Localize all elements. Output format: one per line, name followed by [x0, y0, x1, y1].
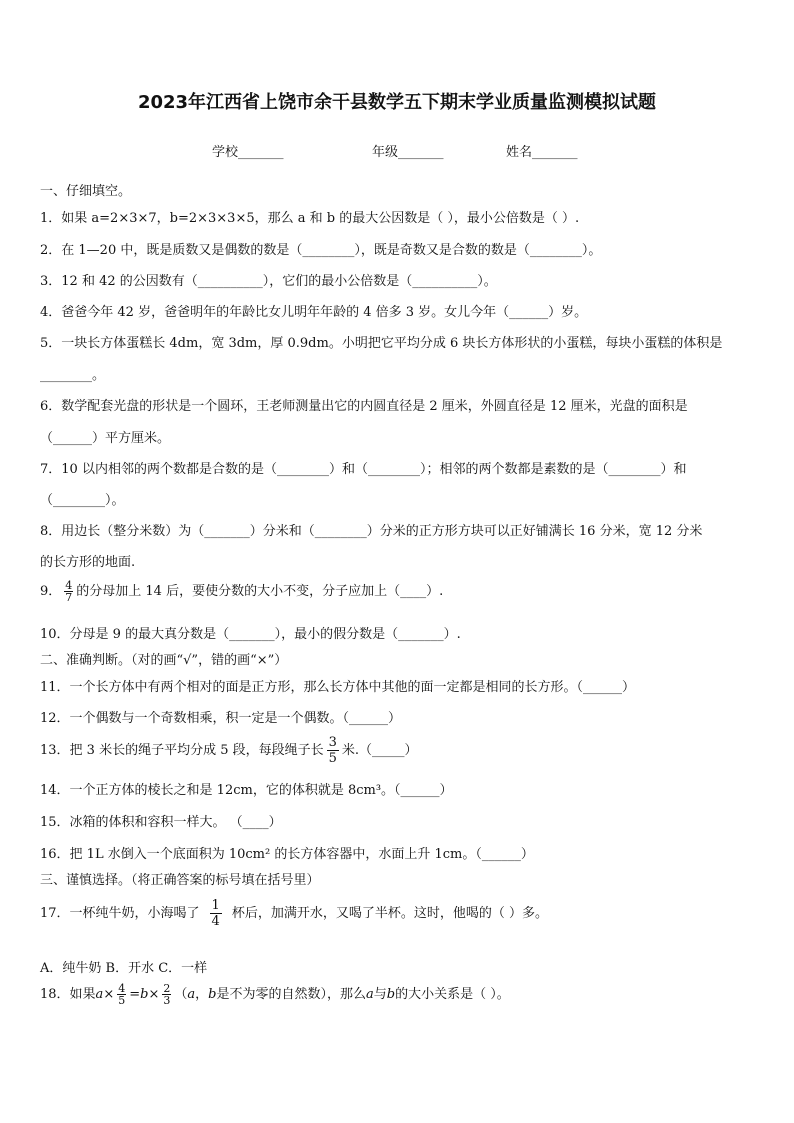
question-18: 18．如果a× $\frac{4}{5}$ =b× $\frac{2}{3}$ （a，b是不为零的自然数），那么a与b的大小关系是（ ）。 — [40, 982, 510, 1007]
question-4: 4．爸爸今年 42 岁，爸爸明年的年龄比女儿明年年龄的 4 倍多 3 岁。女儿今年（______）岁。 — [40, 305, 588, 320]
question-2: 2．在 1—20 中，既是质数又是偶数的数是（________），既是奇数又是合数的数是（________）。 — [40, 243, 602, 258]
fraction-4-5: $\frac{4}{5}$ — [118, 982, 126, 1007]
question-15: 15．冰箱的体积和容积一样大。 （____） — [40, 815, 282, 830]
fraction-1-4: $\frac{1}{4}$ — [211, 898, 220, 929]
section-heading-3: 三、谨慎选择。（将正确答案的标号填在括号里） — [40, 873, 320, 888]
question-5-cont: ________。 — [40, 368, 106, 383]
question-3: 3．12 和 42 的公因数有（__________），它们的最小公倍数是（__________）。 — [40, 274, 497, 289]
question-5: 5．一块长方体蛋糕长 4dm，宽 3dm，厚 0.9dm。小明把它平均分成 6 块长方体形状的小蛋糕，每块小蛋糕的体积是 — [40, 336, 723, 351]
page-title: 2023年江西省上饶市余干县数学五下期末学业质量监测模拟试题 — [137, 92, 657, 113]
question-11: 11．一个长方体中有两个相对的面是正方形，那么长方体中其他的面一定都是相同的长方形。（______） — [40, 680, 636, 695]
question-16: 16．把 1L 水倒入一个底面积为 10cm² 的长方体容器中，水面上升 1cm。（______） — [40, 847, 534, 862]
question-6-cont: （______）平方厘米。 — [40, 431, 171, 446]
question-6: 6．数学配套光盘的形状是一个圆环，王老师测量出它的内圆直径是 2 厘米，外圆直径是 12 厘米，光盘的面积是 — [40, 399, 688, 414]
fraction-2-3: $\frac{2}{3}$ — [163, 982, 171, 1007]
question-1: 1．如果 a=2×3×7，b=2×3×3×5，那么 a 和 b 的最大公因数是（ ），最小公倍数是（ ）. — [40, 211, 580, 226]
school-field: 学校_______ — [212, 145, 284, 160]
question-10: 10．分母是 9 的最大真分数是（_______），最小的假分数是（_______）. — [40, 627, 461, 642]
question-14: 14．一个正方体的棱长之和是 12cm，它的体积就是 8cm³。（______） — [40, 783, 453, 798]
question-8-cont: 的长方形的地面. — [40, 555, 136, 570]
question-13: 13．把 3 米长的绳子平均分成 5 段，每段绳子长 $\frac{3}{5}$ 米.（_____） — [40, 735, 418, 766]
question-17-options: A．纯牛奶 B．开水 C．一样 — [40, 961, 208, 976]
grade-field: 年级_______ — [372, 145, 444, 160]
question-8: 8．用边长（整分米数）为（_______）分米和（________）分米的正方形方块可以正好铺满长 16 分米，宽 12 分米 — [40, 524, 703, 539]
section-heading-1: 一、仔细填空。 — [40, 184, 132, 199]
fraction-3-5: $\frac{3}{5}$ — [328, 735, 337, 766]
question-9: 9． $\frac{4}{7}$ 的分母加上 14 后，要使分数的大小不变，分子应加上（____）. — [40, 579, 444, 604]
question-17: 17．一杯纯牛奶，小海喝了 $\frac{1}{4}$ 杯后，加满开水，又喝了半杯。这时，他喝的（ ）多。 — [40, 898, 548, 929]
name-field: 姓名_______ — [506, 145, 578, 160]
section-heading-2: 二、准确判断。（对的画“√”，错的画“×”） — [40, 653, 288, 668]
question-7-cont: （________）。 — [40, 493, 125, 508]
fraction-4-7: $\frac{4}{7}$ — [65, 579, 73, 604]
question-7: 7．10 以内相邻的两个数都是合数的是（________）和（________）；相邻的两个数都是素数的是（________）和 — [40, 462, 687, 477]
question-12: 12．一个偶数与一个奇数相乘，积一定是一个偶数。（______） — [40, 711, 402, 726]
